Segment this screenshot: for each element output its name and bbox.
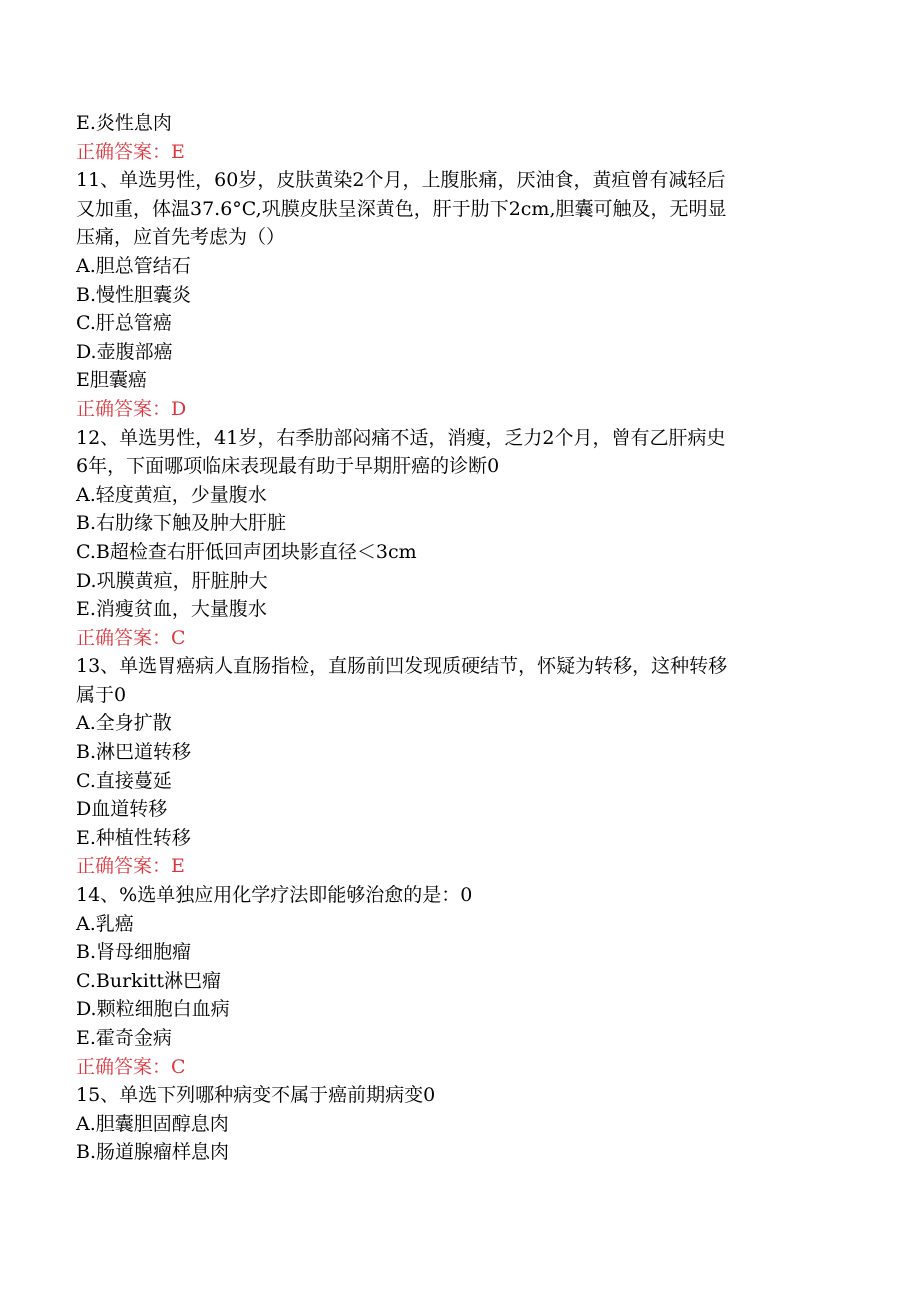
question-12-option-b: B.右肋缘下触及肿大肝脏 [76, 512, 287, 535]
question-15-stem-line-1: 15、单选下列哪种病变不属于癌前期病变0 [76, 1084, 436, 1107]
question-12-stem-line-1: 12、单选男性，41岁，右季肋部闷痛不适，消瘦，乏力2个月，曾有乙肝病史 [76, 426, 726, 449]
question-15-option-a: A.胆囊胆固醇息肉 [76, 1112, 229, 1135]
question-12-option-d: D.巩膜黄疸，肝脏肿大 [76, 569, 268, 592]
question-13-option-a: A.全身扩散 [76, 712, 172, 735]
question-15-option-b: B.肠道腺瘤样息肉 [76, 1141, 230, 1164]
question-13-option-b: B.淋巴道转移 [76, 741, 192, 764]
option-e: E.炎性息肉 [76, 112, 172, 134]
question-11-option-d: D.壶腹部癌 [76, 340, 173, 363]
question-13-option-d: D血道转移 [76, 798, 168, 821]
question-14-option-c: C.Burkitt淋巴瘤 [76, 969, 222, 992]
question-14-stem-line-1: 14、%选单独应用化学疗法即能够治愈的是：0 [76, 884, 473, 907]
question-11-stem-line-2: 又加重，体温37.6°C,巩膜皮肤呈深黄色，肝于肋下2cm,胆囊可触及，无明显 [76, 197, 727, 220]
question-11-option-b: B.慢性胆囊炎 [76, 283, 192, 306]
question-14-option-a: A.乳癌 [76, 912, 134, 935]
question-14-option-d: D.颗粒细胞白血病 [76, 998, 230, 1021]
question-13-option-c: C.直接蔓延 [76, 769, 172, 792]
question-11-option-c: C.肝总管癌 [76, 312, 172, 335]
question-13-stem-line-2: 属于0 [76, 683, 127, 706]
question-12-option-c: C.B超检查右肝低回声团块影直径＜3cm [76, 540, 417, 563]
question-11-answer: 正确答案：D [76, 397, 187, 420]
question-12-option-e: E.消瘦贫血，大量腹水 [76, 598, 267, 621]
question-14-answer: 正确答案：C [76, 1055, 186, 1078]
answer-line: 正确答案：E [76, 140, 185, 163]
question-13-option-e: E.种植性转移 [76, 826, 191, 849]
question-12-stem-line-2: 6年，下面哪项临床表现最有助于早期肝癌的诊断0 [76, 455, 500, 478]
question-13-answer: 正确答案：E [76, 855, 185, 878]
question-list [76, 109, 836, 1167]
question-14-option-b: B.肾母细胞瘤 [76, 941, 192, 964]
question-13-stem-line-1: 13、单选胃癌病人直肠指检，直肠前凹发现质硬结节，怀疑为转移，这种转移 [76, 655, 728, 678]
question-11-option-e: E胆囊癌 [76, 369, 147, 392]
question-11-stem-line-1: 11、单选男性，60岁，皮肤黄染2个月，上腹胀痛，厌油食，黄疸曾有减轻后 [76, 169, 726, 192]
question-11-stem-line-3: 压痛，应首先考虑为（） [76, 226, 286, 249]
question-14-option-e: E.霍奇金病 [76, 1027, 172, 1049]
question-11-option-a: A.胆总管结石 [76, 254, 191, 277]
question-12-option-a: A.轻度黄疸，少量腹水 [76, 483, 267, 506]
question-12-answer: 正确答案：C [76, 626, 186, 649]
